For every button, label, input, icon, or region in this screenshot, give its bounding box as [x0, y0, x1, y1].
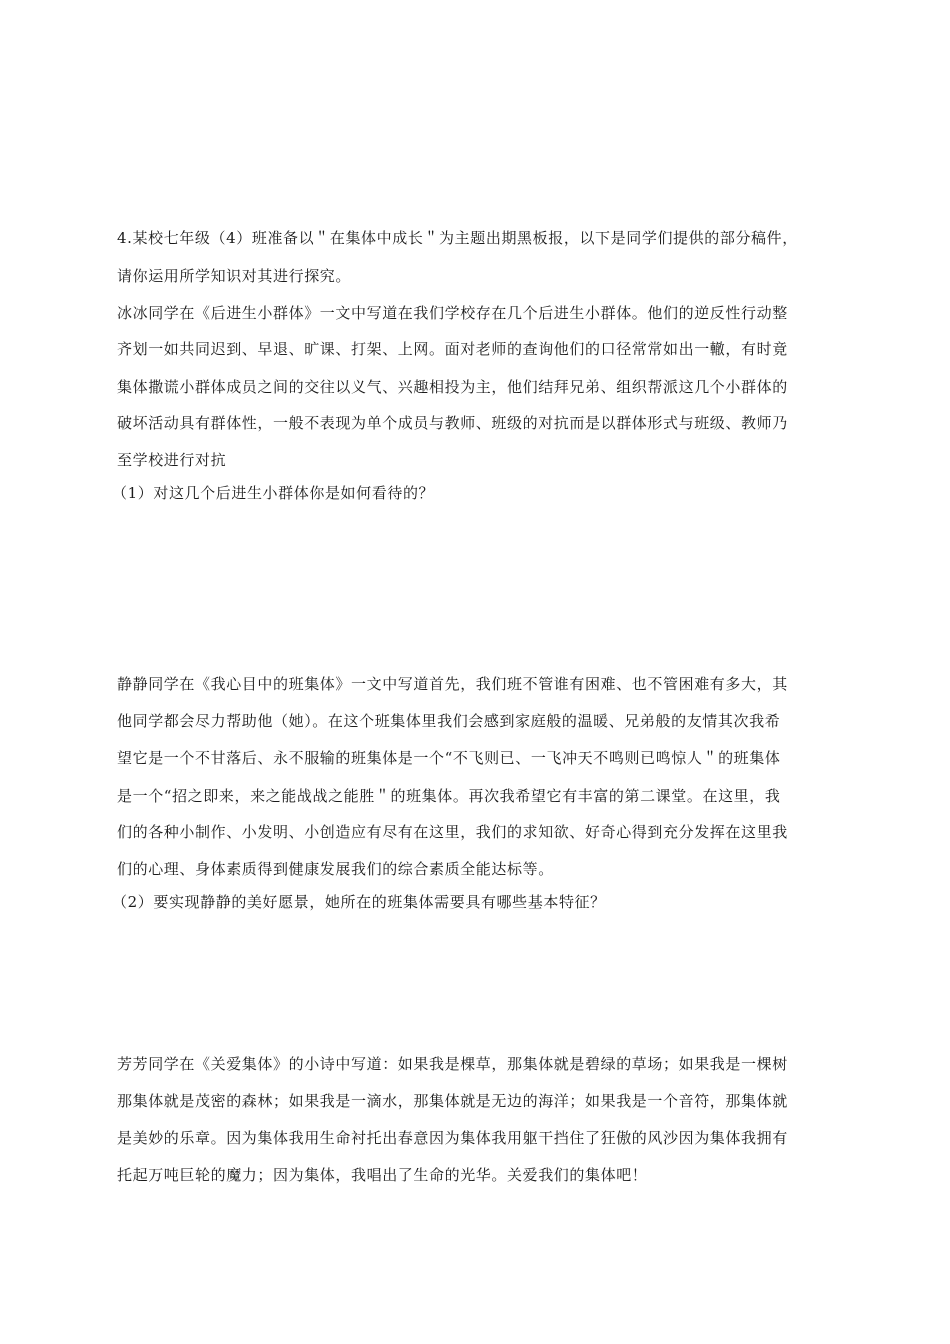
paragraph-line: 望它是一个不甘落后、永不服输的班集体是一个“不飞则已、一飞冲天不鸣则已鸣惊人＂的班集体: [117, 749, 781, 767]
paragraph-line: 那集体就是茂密的森林；如果我是一滴水，那集体就是无边的海洋；如果我是一个音符，那集体就: [117, 1092, 788, 1110]
question-intro-line: 请你运用所学知识对其进行探究。: [117, 267, 352, 285]
paragraph-line: 是美妙的乐章。因为集体我用生命衬托出春意因为集体我用躯干挡住了狂傲的风沙因为集体我拥有: [117, 1129, 788, 1147]
paragraph-line: 静静同学在《我心目中的班集体》一文中写道首先，我们班不管谁有困难、也不管困难有多大，其: [117, 675, 788, 693]
paragraph-line: 冰冰同学在《后进生小群体》一文中写道在我们学校存在几个后进生小群体。他们的逆反性行动整: [117, 304, 788, 322]
paragraph-line: 齐划一如共同迟到、早退、旷课、打架、上网。面对老师的查询他们的口径常常如出一轍，有时竟: [117, 340, 788, 358]
paragraph-line: 芳芳同学在《关爱集体》的小诗中写道：如果我是棵草，那集体就是碧绿的草场；如果我是一棵树: [117, 1055, 788, 1073]
paragraph-line: 是一个“招之即来，来之能战战之能胜＂的班集体。再次我希望它有丰富的第二课堂。在这里，我: [117, 787, 781, 805]
paragraph-line: 托起万吨巨轮的魔力；因为集体，我唱出了生命的光华。关爱我们的集体吧！: [117, 1166, 648, 1184]
paragraph-line: 他同学都会尽力帮助他（她）。在这个班集体里我们会感到家庭般的温暖、兄弟般的友情其次我希: [117, 712, 781, 730]
paragraph-line: 集体撒谎小群体成员之间的交往以义气、兴趣相投为主，他们结拜兄弟、组织帮派这几个小群体的: [117, 378, 788, 396]
question-intro-line: 4.某校七年级（4）班准备以＂在集体中成长＂为主题出期黑板报，以下是同学们提供的部分稿件，: [117, 229, 798, 247]
sub-question-1: （1）对这几个后进生小群体你是如何看待的？: [112, 484, 435, 502]
sub-question-2: （2）要实现静静的美好愿景，她所在的班集体需要具有哪些基本特征？: [112, 893, 606, 911]
paragraph-line: 至学校进行对抗: [117, 451, 227, 469]
paragraph-line: 们的各种小制作、小发明、小创造应有尽有在这里，我们的求知欲、好奇心得到充分发挥在这里我: [117, 823, 788, 841]
paragraph-line: 破坏活动具有群体性，一般不表现为单个成员与教师、班级的对抗而是以群体形式与班级、教师乃: [117, 414, 788, 432]
paragraph-line: 们的心理、身体素质得到健康发展我们的综合素质全能达标等。: [117, 860, 554, 878]
